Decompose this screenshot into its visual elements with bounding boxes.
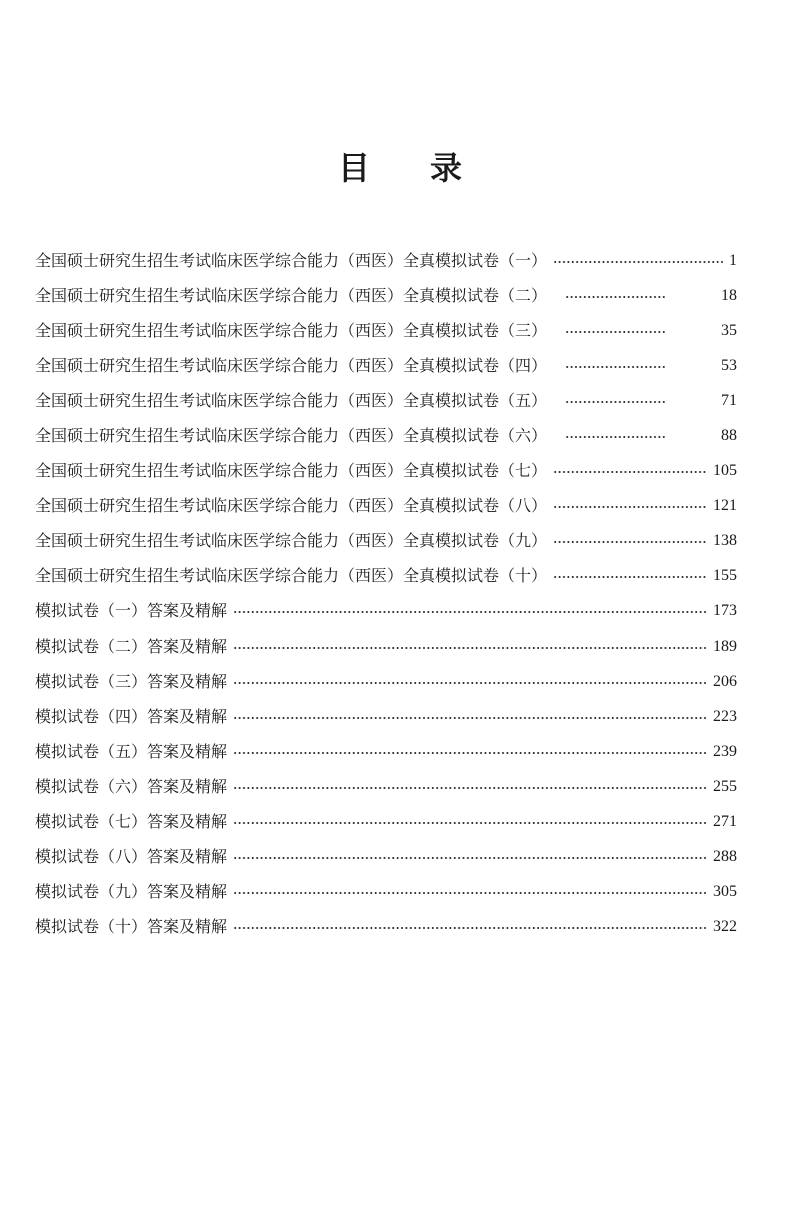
toc-entry-page: 206 [713, 672, 737, 690]
toc-entry[interactable] [35, 910, 737, 945]
toc-entry-label: 全国硕士研究生招生考试临床医学综合能力（西医）全真模拟试卷（五） [35, 390, 548, 410]
toc-entry-label: 全国硕士研究生招生考试临床医学综合能力（西医）全真模拟试卷（二） [35, 285, 548, 305]
toc-entry-page: 35 [721, 321, 737, 339]
toc-entry[interactable] [35, 243, 737, 278]
toc-entry-label: 模拟试卷（一）答案及精解 [35, 601, 228, 621]
toc-entry-page: 288 [713, 848, 737, 866]
toc-entry-label: 模拟试卷（四）答案及精解 [35, 706, 228, 726]
toc-entry-page: 1 [729, 251, 737, 269]
leader-dots [233, 752, 707, 754]
toc-entry-page: 53 [721, 356, 737, 374]
leader-dots [565, 401, 667, 403]
toc-entry[interactable] [35, 278, 737, 313]
leader-dots [553, 541, 707, 543]
leader-dots [565, 436, 667, 438]
leader-dots [233, 927, 707, 929]
leader-dots [233, 611, 707, 613]
page-title [0, 143, 800, 189]
toc-entry-label: 全国硕士研究生招生考试临床医学综合能力（西医）全真模拟试卷（六） [35, 426, 548, 446]
toc-entry-label: 模拟试卷（三）答案及精解 [35, 671, 228, 691]
toc-entry-page: 305 [713, 883, 737, 901]
toc-entry[interactable] [35, 594, 737, 629]
toc-entry-label: 模拟试卷（二）答案及精解 [35, 636, 228, 656]
leader-dots [565, 331, 667, 333]
leader-dots [553, 471, 707, 473]
leader-dots [565, 296, 667, 298]
toc-entry-label: 全国硕士研究生招生考试临床医学综合能力（西医）全真模拟试卷（四） [35, 355, 548, 375]
toc-entry-label: 全国硕士研究生招生考试临床医学综合能力（西医）全真模拟试卷（一） [35, 250, 548, 270]
toc-entry-page: 155 [713, 567, 737, 585]
toc-entry-label: 模拟试卷（八）答案及精解 [35, 847, 228, 867]
toc-entry-page: 138 [713, 532, 737, 550]
toc-entry-page: 105 [713, 462, 737, 480]
toc-entry-page: 71 [721, 391, 737, 409]
leader-dots [565, 366, 667, 368]
toc-entry-page: 88 [721, 427, 737, 445]
leader-dots [233, 647, 707, 649]
toc-entry-page: 18 [721, 286, 737, 304]
toc-entry[interactable] [35, 418, 737, 453]
toc-entry-page: 322 [713, 918, 737, 936]
toc-entry-label: 模拟试卷（七）答案及精解 [35, 812, 228, 832]
toc-entry[interactable] [35, 348, 737, 383]
toc-entry[interactable] [35, 769, 737, 804]
toc-entry-page: 121 [713, 497, 737, 515]
toc-entry-page: 173 [713, 602, 737, 620]
leader-dots [233, 822, 707, 824]
table-of-contents [35, 243, 737, 945]
toc-entry-page: 255 [713, 777, 737, 795]
toc-entry[interactable] [35, 840, 737, 875]
toc-entry[interactable] [35, 875, 737, 910]
leader-dots [233, 892, 707, 894]
toc-entry-label: 全国硕士研究生招生考试临床医学综合能力（西医）全真模拟试卷（七） [35, 461, 548, 481]
toc-entry[interactable] [35, 454, 737, 489]
title-char-2: 录 [430, 149, 463, 187]
toc-entry[interactable] [35, 805, 737, 840]
toc-entry[interactable] [35, 524, 737, 559]
leader-dots [553, 506, 707, 508]
toc-entry-label: 模拟试卷（五）答案及精解 [35, 741, 228, 761]
toc-entry-page: 239 [713, 742, 737, 760]
leader-dots [233, 717, 707, 719]
toc-entry[interactable] [35, 559, 737, 594]
toc-entry[interactable] [35, 313, 737, 348]
toc-entry-label: 全国硕士研究生招生考试临床医学综合能力（西医）全真模拟试卷（十） [35, 566, 548, 586]
toc-entry-page: 271 [713, 813, 737, 831]
toc-entry-label: 全国硕士研究生招生考试临床医学综合能力（西医）全真模拟试卷（九） [35, 531, 548, 551]
toc-entry[interactable] [35, 699, 737, 734]
toc-entry[interactable] [35, 489, 737, 524]
leader-dots [553, 576, 707, 578]
toc-entry-page: 223 [713, 707, 737, 725]
toc-entry-page: 189 [713, 637, 737, 655]
leader-dots [233, 682, 707, 684]
toc-entry[interactable] [35, 664, 737, 699]
leader-dots [553, 261, 723, 263]
toc-entry[interactable] [35, 629, 737, 664]
toc-entry-label: 模拟试卷（九）答案及精解 [35, 882, 228, 902]
leader-dots [233, 787, 707, 789]
toc-entry-label: 模拟试卷（六）答案及精解 [35, 776, 228, 796]
toc-entry-label: 模拟试卷（十）答案及精解 [35, 917, 228, 937]
title-char-1: 目 [337, 149, 370, 187]
toc-entry[interactable] [35, 734, 737, 769]
toc-entry-label: 全国硕士研究生招生考试临床医学综合能力（西医）全真模拟试卷（三） [35, 320, 548, 340]
toc-entry-label: 全国硕士研究生招生考试临床医学综合能力（西医）全真模拟试卷（八） [35, 496, 548, 516]
toc-entry[interactable] [35, 383, 737, 418]
leader-dots [233, 857, 707, 859]
